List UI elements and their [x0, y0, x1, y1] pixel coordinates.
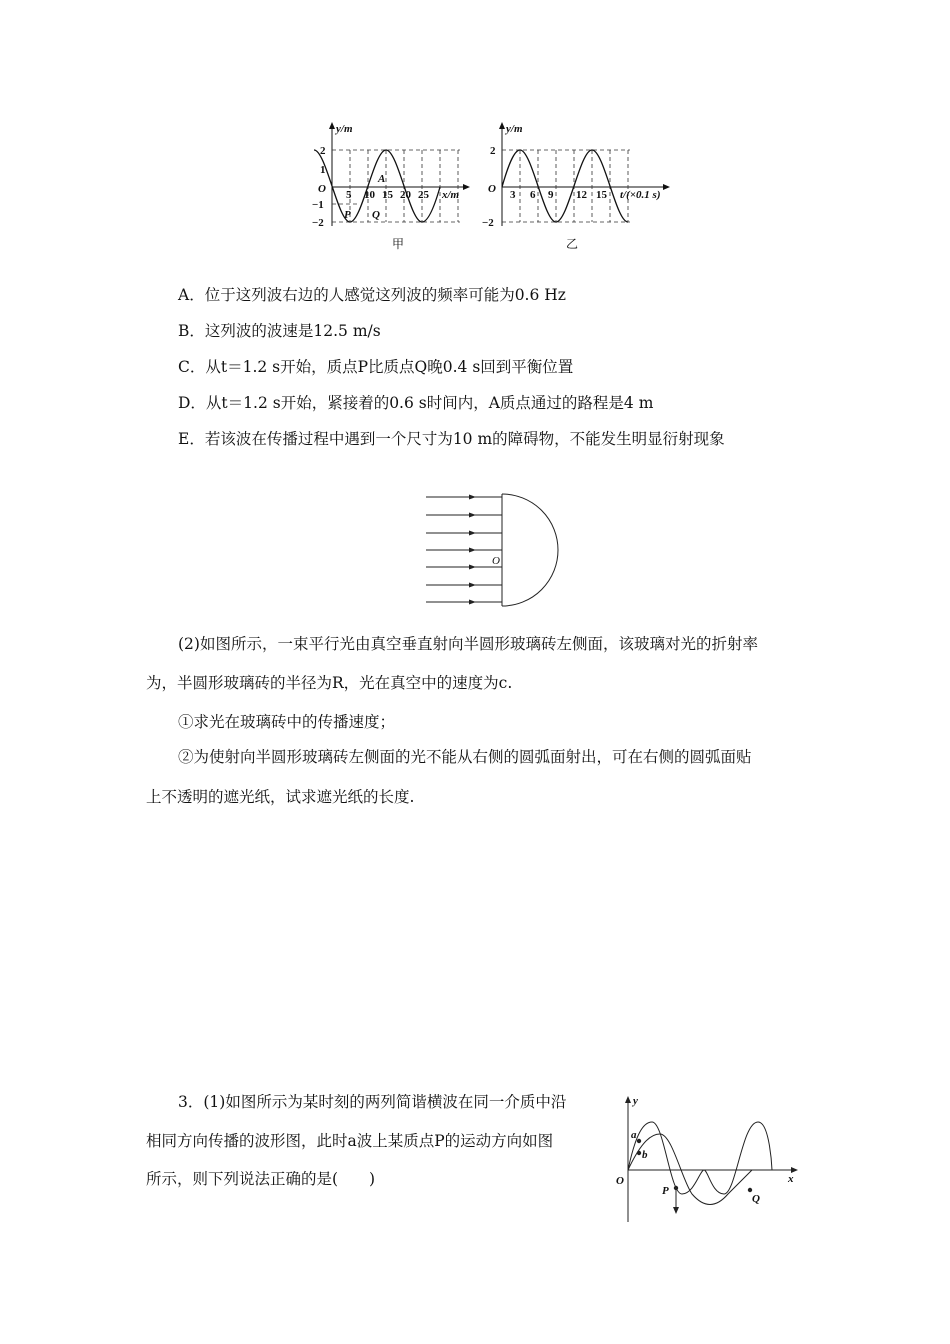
option-d: D．从t＝1.2 s开始，紧接着的0.6 s时间内，A质点通过的路程是4 m	[178, 394, 654, 412]
wave-curve-yi	[502, 150, 628, 222]
q2-item1: ①求光在玻璃砖中的传播速度；	[178, 713, 396, 731]
jia-ylabel: y/m	[336, 123, 353, 135]
q3-line3: 所示，则下列说法正确的是( )	[146, 1170, 376, 1188]
yi-caption: 乙	[566, 237, 579, 251]
jia-ytick-2: 2	[320, 145, 326, 157]
q2-line2: 为，半圆形玻璃砖的半径为R，光在真空中的速度为c.	[146, 674, 513, 692]
yi-xtick-3: 3	[510, 189, 516, 201]
fig3-wave-b-label: b	[642, 1149, 648, 1161]
option-c: C．从t＝1.2 s开始，质点P比质点Q晚0.4 s回到平衡位置	[178, 358, 574, 376]
fig3-point-q: Q	[752, 1193, 760, 1205]
yi-ytick-2: 2	[490, 145, 496, 157]
fig3-yaxis-label: y	[633, 1095, 638, 1107]
yi-ytick-m2: −2	[482, 217, 494, 229]
jia-ytick-1: 1	[320, 164, 326, 176]
graph-jia	[312, 122, 470, 251]
q2-line1: (2)如图所示，一束平行光由真空垂直射向半圆形玻璃砖左侧面，该玻璃对光的折射率	[178, 635, 758, 653]
jia-point-a: A	[378, 173, 386, 185]
jia-xtick-15: 15	[382, 189, 393, 201]
wave-a-curve	[628, 1122, 772, 1194]
jia-ytick-m1: −1	[312, 199, 324, 211]
option-e: E．若该波在传播过程中遇到一个尺寸为10 m的障碍物，不能发生明显衍射现象	[178, 430, 725, 448]
fig3-point-p: P	[662, 1185, 669, 1197]
yi-xtick-12: 12	[576, 189, 587, 201]
jia-caption: 甲	[392, 237, 405, 251]
jia-point-q: Q	[372, 209, 380, 221]
fig3-xaxis-label: x	[788, 1173, 794, 1185]
yi-origin: O	[488, 183, 496, 195]
option-a: A．位于这列波右边的人感觉这列波的频率可能为0.6 Hz	[178, 286, 566, 304]
jia-xtick-20: 20	[400, 189, 411, 201]
semicircle-glass-figure	[420, 488, 570, 612]
jia-xlabel: x/m	[442, 189, 460, 201]
q2-item2-line2: 上不透明的遮光纸，试求遮光纸的长度.	[146, 788, 415, 806]
option-b: B．这列波的波速是12.5 m/s	[178, 322, 381, 340]
yi-xlabel: t/(×0.1 s)	[620, 189, 661, 201]
yi-xtick-6: 6	[530, 189, 536, 201]
jia-origin: O	[318, 183, 326, 195]
graph-yi	[482, 122, 670, 251]
q3-line2: 相同方向传播的波形图，此时a波上某质点P的运动方向如图	[146, 1132, 554, 1150]
fig3-wave-a-label: a	[631, 1129, 637, 1141]
center-o-label: O	[492, 555, 500, 567]
q3-line1: 3．(1)如图所示为某时刻的两列简谐横波在同一介质中沿	[178, 1093, 567, 1111]
jia-ytick-m2: −2	[312, 217, 324, 229]
q2-item2-line1: ②为使射向半圆形玻璃砖左侧面的光不能从右侧的圆弧面射出，可在右侧的圆弧面贴	[178, 748, 752, 766]
fig3-origin: O	[616, 1175, 624, 1187]
yi-xtick-15: 15	[596, 189, 607, 201]
yi-ylabel: y/m	[506, 123, 523, 135]
jia-xtick-5: 5	[346, 189, 352, 201]
wave-figure-jia-yi	[300, 118, 690, 258]
jia-xtick-25: 25	[418, 189, 429, 201]
wave-b-curve	[628, 1134, 752, 1205]
yi-xtick-9: 9	[548, 189, 554, 201]
jia-point-p: P	[344, 209, 351, 221]
two-waves-figure	[612, 1090, 812, 1226]
jia-xtick-10: 10	[364, 189, 375, 201]
